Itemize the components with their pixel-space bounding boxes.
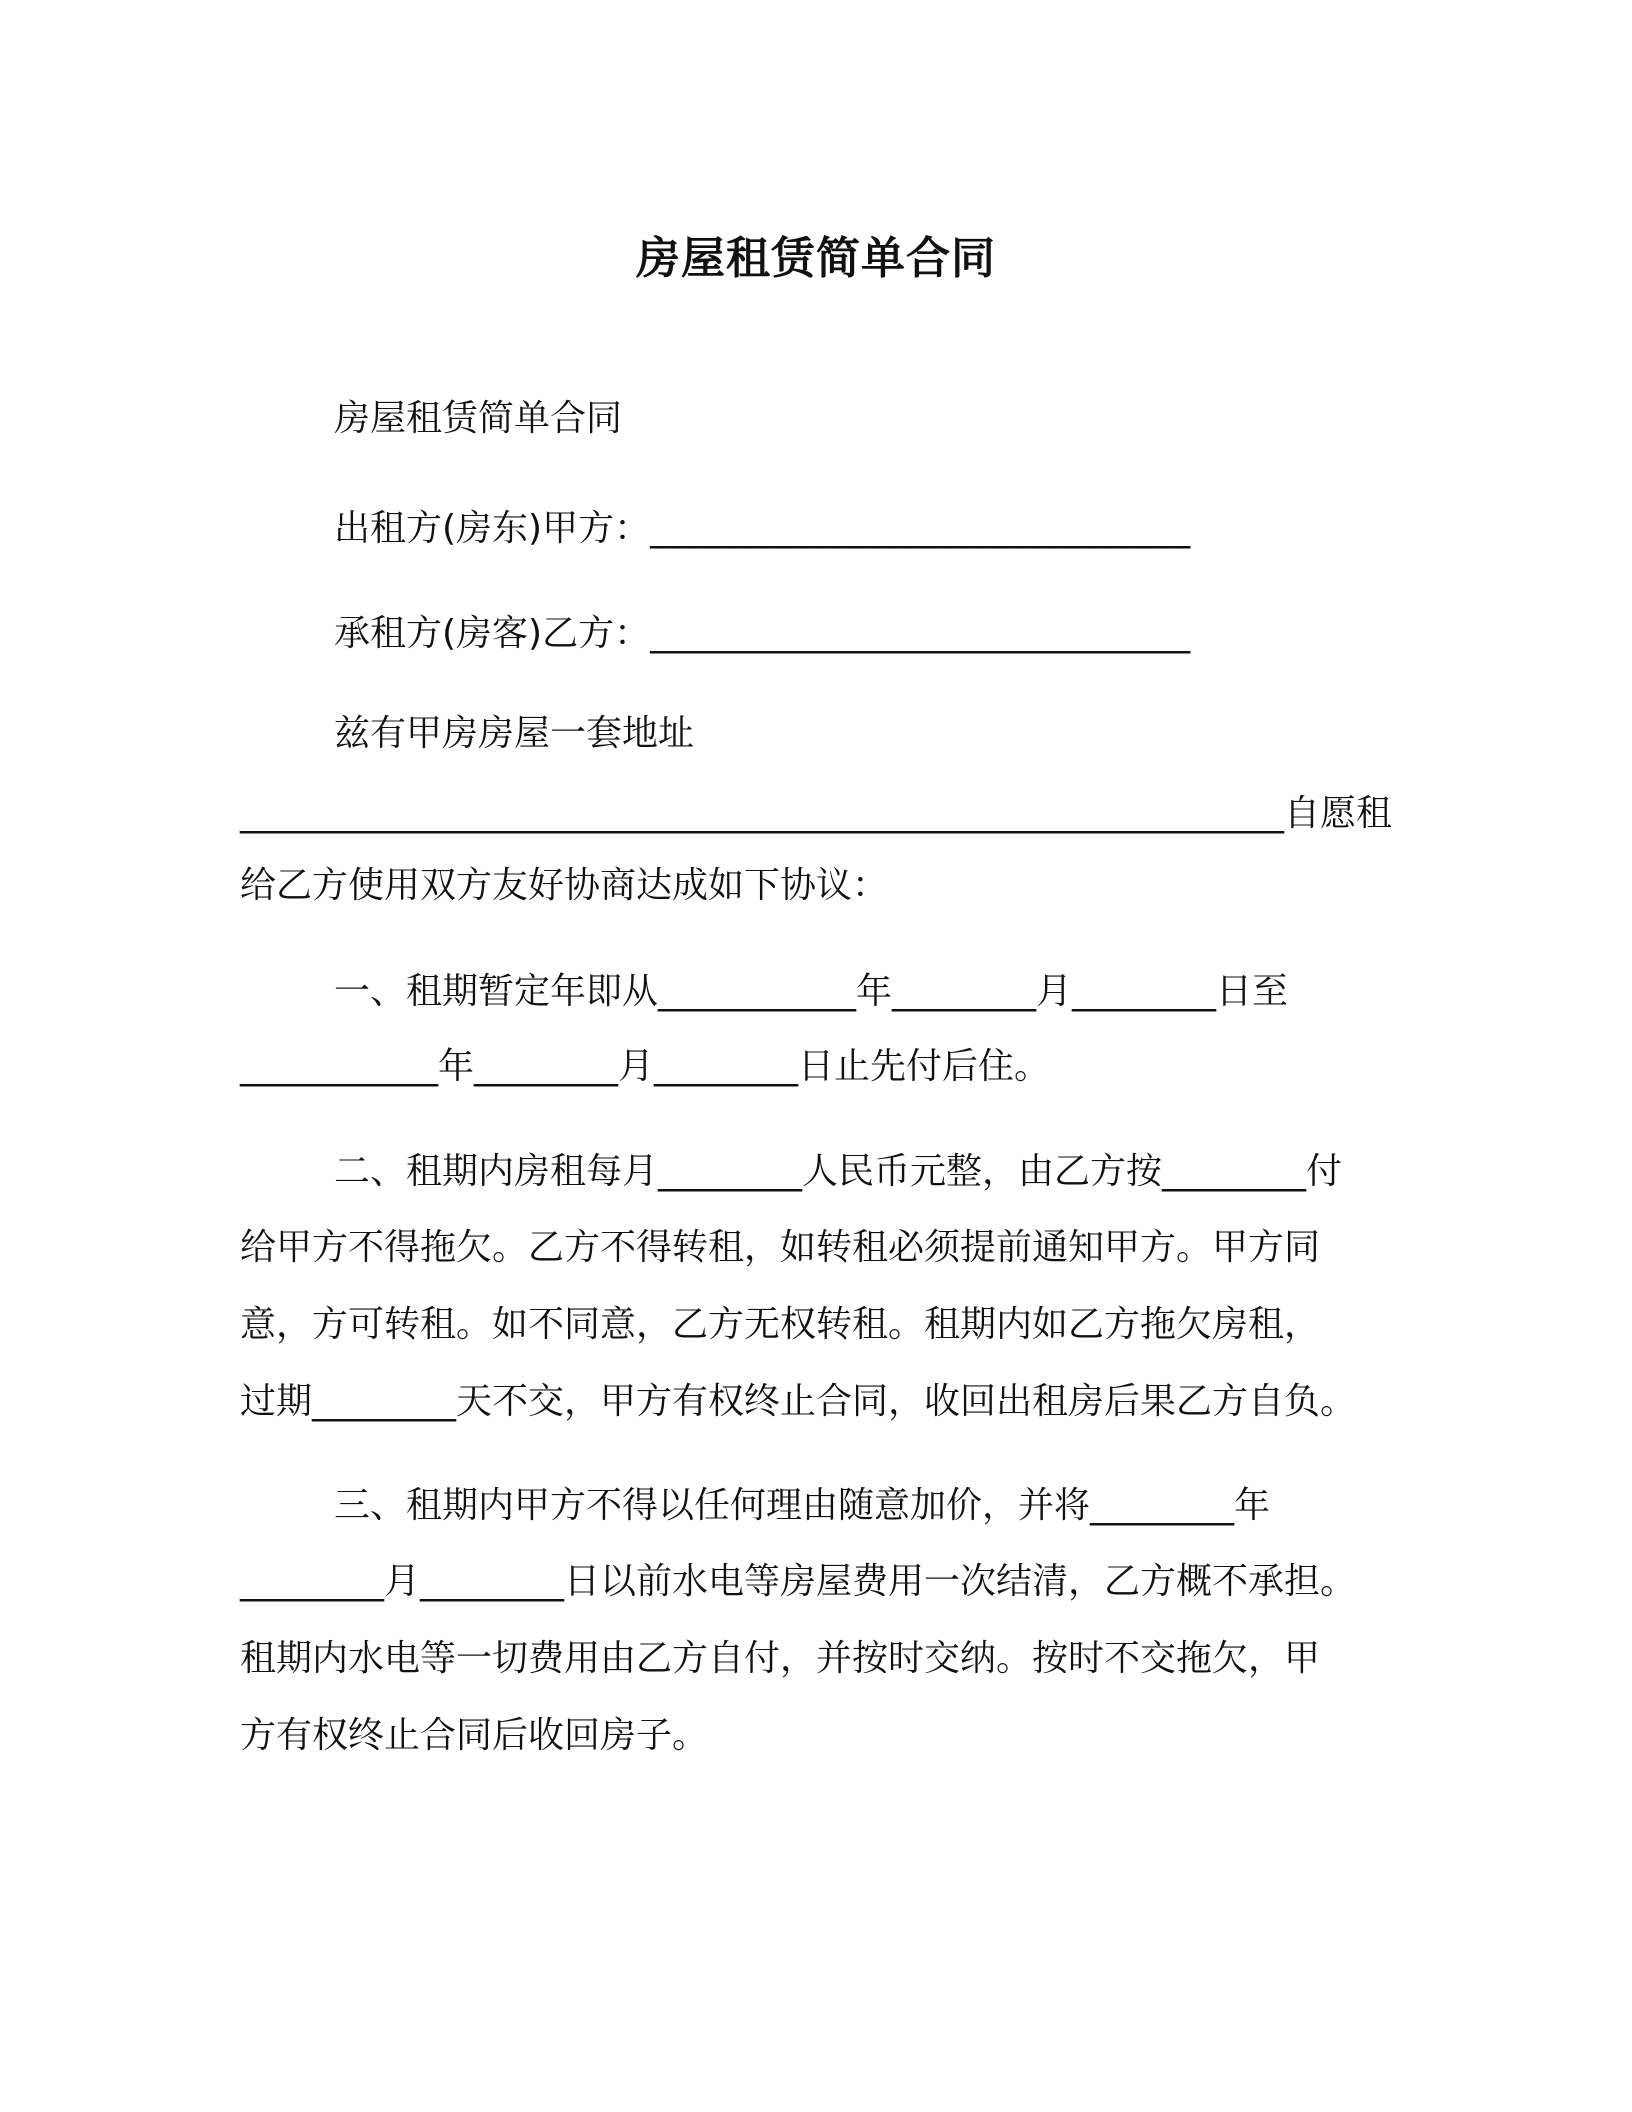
address-intro-line: 兹有甲房房屋一套地址	[334, 713, 695, 754]
clause-2-line-3: 意，方可转租。如不同意，乙方无权转租。租期内如乙方拖欠房租，	[240, 1304, 1321, 1345]
lessee-line: 承租方(房客)乙方：______________________________	[334, 613, 1191, 654]
address-blank-line: __________________________________________________________自愿租	[240, 793, 1392, 834]
clause-1-line-2: ___________年________月________日止先付后住。	[240, 1046, 1051, 1087]
clause-2-line-1: 二、租期内房租每月________人民币元整，由乙方按________付	[334, 1151, 1343, 1192]
clause-1-line-1: 一、租期暂定年即从___________年________月________日至	[334, 971, 1289, 1012]
document-title: 房屋租赁简单合同	[636, 233, 996, 284]
agreement-intro-line: 给乙方使用双方友好协商达成如下协议：	[240, 865, 889, 906]
subtitle-line: 房屋租赁简单合同	[334, 398, 623, 439]
lessor-line: 出租方(房东)甲方：______________________________	[334, 508, 1191, 549]
clause-3-line-4: 方有权终止合同后收回房子。	[240, 1715, 709, 1756]
clause-3-line-1: 三、租期内甲方不得以任何理由随意加价，并将________年	[334, 1485, 1271, 1526]
clause-3-line-3: 租期内水电等一切费用由乙方自付，并按时交纳。按时不交拖欠，甲	[240, 1638, 1321, 1679]
clause-3-line-2: ________月________日以前水电等房屋费用一次结清，乙方概不承担。	[240, 1561, 1357, 1602]
clause-2-line-2: 给甲方不得拖欠。乙方不得转租，如转租必须提前通知甲方。甲方同	[240, 1227, 1321, 1268]
clause-2-line-4: 过期________天不交，甲方有权终止合同，收回出租房后果乙方自负。	[240, 1381, 1357, 1422]
